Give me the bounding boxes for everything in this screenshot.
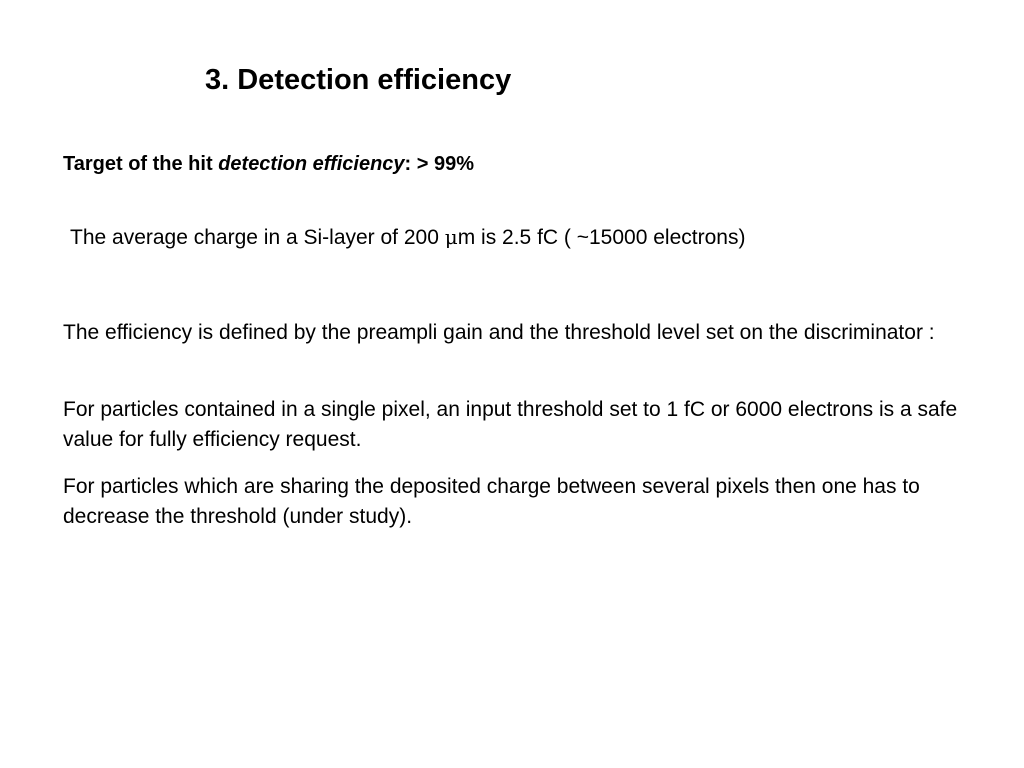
target-statement <box>63 151 474 177</box>
charge-text-after: m is 2.5 fC ( ~15000 electrons) <box>457 226 746 249</box>
charge-text-before: The average charge in a Si-layer of 200 <box>70 226 445 249</box>
paragraph-shared-charge: For particles which are sharing the deposited charge between several pixels then one has to decrease the threshold (under study). <box>63 475 920 528</box>
target-emphasis: detection efficiency <box>218 153 405 175</box>
target-prefix: Target of the hit <box>63 153 219 175</box>
charge-statement <box>70 223 745 252</box>
paragraph-single-pixel: For particles contained in a single pixel, an input threshold set to 1 fC or 6000 electrons is a safe value for fully efficiency request. <box>63 398 958 451</box>
target-suffix: : > 99% <box>404 153 475 175</box>
slide-title: 3. Detection efficiency <box>205 64 512 96</box>
micro-symbol: μ <box>444 225 458 249</box>
paragraph-efficiency-definition: The efficiency is defined by the preampli gain and the threshold level set on the discriminator : <box>63 321 935 344</box>
